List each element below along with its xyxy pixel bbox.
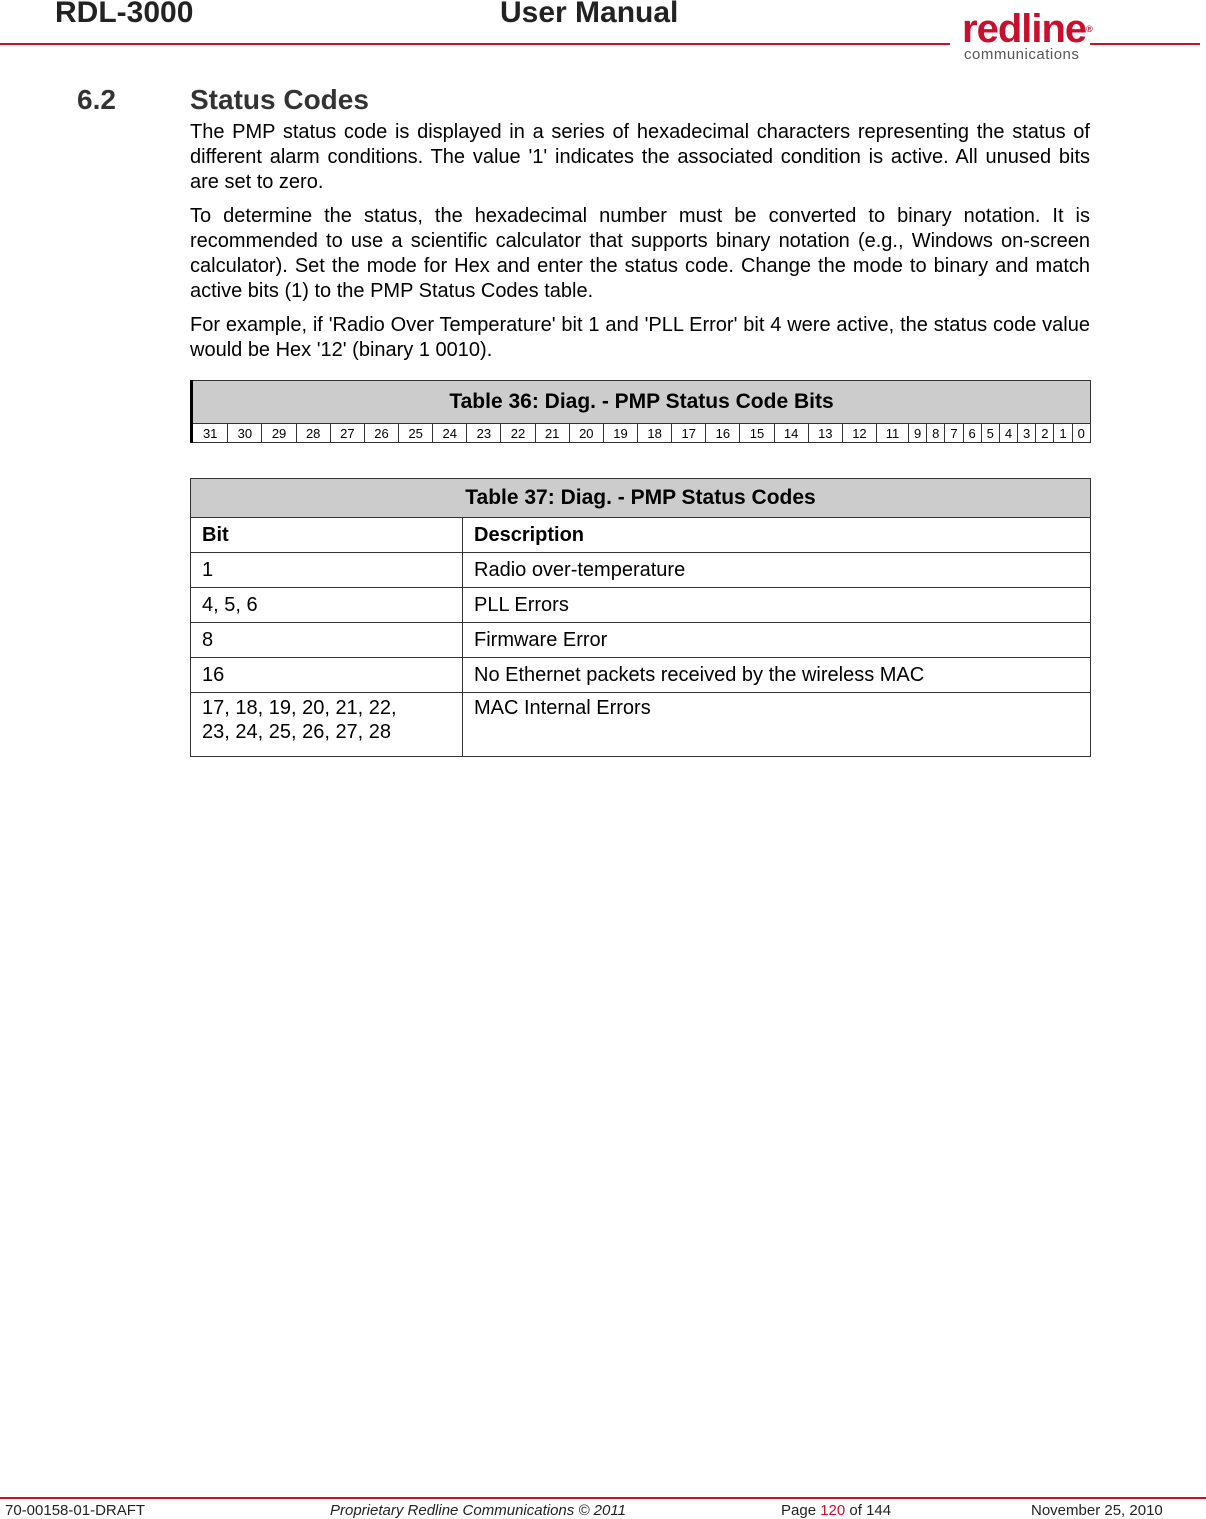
description-cell: Firmware Error bbox=[463, 623, 1091, 658]
paragraph-1: The PMP status code is displayed in a series of hexadecimal characters representing the status of different alarm conditions. The value '1' indicates the associated condition is active. All unused bits are set to zero. bbox=[190, 121, 1090, 193]
footer-doc-id: 70-00158-01-DRAFT bbox=[5, 1502, 146, 1519]
description-cell: PLL Errors bbox=[463, 588, 1091, 623]
bit-cell: 9 bbox=[909, 424, 927, 443]
redline-logo bbox=[962, 7, 1092, 63]
table-row bbox=[191, 623, 1091, 658]
bit-cell: 8 bbox=[927, 424, 945, 443]
bit-cell: 18 bbox=[638, 424, 672, 443]
description-cell: Radio over-temperature bbox=[463, 553, 1091, 588]
bit-cell: 20 bbox=[569, 424, 603, 443]
table-row bbox=[191, 693, 1091, 757]
table-37-status-codes bbox=[190, 478, 1091, 757]
bit-cell: 24 bbox=[433, 424, 467, 443]
column-header-bit: Bit bbox=[191, 518, 463, 553]
bit-cell: 30 bbox=[228, 424, 262, 443]
bit-cell: 15 bbox=[740, 424, 774, 443]
bit-cell: 1 bbox=[191, 553, 463, 588]
bit-cell: 25 bbox=[399, 424, 433, 443]
bit-cell-line-1: 17, 18, 19, 20, 21, 22, bbox=[202, 697, 397, 719]
section-title: Status Codes bbox=[190, 84, 369, 115]
logo-word: redline bbox=[962, 7, 1087, 51]
header-rule-left bbox=[0, 43, 950, 45]
body-text bbox=[190, 120, 1090, 372]
bit-cell: 7 bbox=[945, 424, 963, 443]
bit-cell: 12 bbox=[842, 424, 876, 443]
bit-cell: 16 bbox=[706, 424, 740, 443]
paragraph-3: For example, if 'Radio Over Temperature' bit 1 and 'PLL Error' bit 4 were active, the status code value would be Hex '12' (binary 1 0010). bbox=[190, 314, 1090, 361]
header-title: User Manual bbox=[500, 0, 679, 29]
table-row bbox=[191, 658, 1091, 693]
header-product: RDL-3000 bbox=[55, 0, 194, 29]
logo-sub: communications bbox=[964, 46, 1080, 63]
paragraph-2: To determine the status, the hexadecimal number must be converted to binary notation. It is recommended to use a scientific calculator that supports binary notation (e.g., Windows on-screen calculator). Set the mode for Hex and enter the status code. Change the mode to binary and match active bits (1) to the PMP Status Codes table. bbox=[190, 205, 1090, 302]
bit-cell: 21 bbox=[535, 424, 569, 443]
bit-cell: 13 bbox=[808, 424, 842, 443]
bit-cell: 4 bbox=[999, 424, 1017, 443]
column-header-description: Description bbox=[463, 518, 1091, 553]
table-36-status-code-bits bbox=[190, 380, 1091, 443]
bit-cell-line-2: 23, 24, 25, 26, 27, 28 bbox=[202, 721, 392, 743]
footer-rule bbox=[0, 1497, 1206, 1499]
bit-cell: 3 bbox=[1018, 424, 1036, 443]
bit-cell: 14 bbox=[774, 424, 808, 443]
bit-cell: 22 bbox=[501, 424, 535, 443]
table-row bbox=[191, 553, 1091, 588]
table-36-caption: Table 36: Diag. - PMP Status Code Bits bbox=[192, 381, 1091, 424]
bit-cell bbox=[191, 693, 463, 757]
table-36-bit-row bbox=[192, 424, 1091, 443]
description-cell: No Ethernet packets received by the wireless MAC bbox=[463, 658, 1091, 693]
bit-cell: 1 bbox=[1054, 424, 1072, 443]
bit-cell: 5 bbox=[981, 424, 999, 443]
bit-cell: 4, 5, 6 bbox=[191, 588, 463, 623]
registered-mark-icon: ® bbox=[1086, 24, 1092, 34]
bit-cell: 29 bbox=[262, 424, 296, 443]
bit-cell: 2 bbox=[1036, 424, 1054, 443]
bit-cell: 19 bbox=[603, 424, 637, 443]
description-cell: MAC Internal Errors bbox=[463, 693, 1091, 757]
footer-page: Page 120 of 144 bbox=[781, 1502, 892, 1519]
bit-cell: 6 bbox=[963, 424, 981, 443]
bit-cell: 26 bbox=[364, 424, 398, 443]
bit-cell: 16 bbox=[191, 658, 463, 693]
bit-cell: 0 bbox=[1072, 424, 1090, 443]
header-rule-right bbox=[1090, 43, 1200, 45]
table-row bbox=[191, 588, 1091, 623]
page-number: 120 bbox=[820, 1502, 846, 1519]
bit-cell: 8 bbox=[191, 623, 463, 658]
table-37-caption: Table 37: Diag. - PMP Status Codes bbox=[191, 479, 1091, 518]
bit-cell: 11 bbox=[877, 424, 909, 443]
bit-cell: 17 bbox=[672, 424, 706, 443]
footer-date: November 25, 2010 bbox=[1031, 1502, 1163, 1519]
footer-copyright: Proprietary Redline Communications © 2011 bbox=[330, 1502, 626, 1519]
bit-cell: 27 bbox=[330, 424, 364, 443]
bit-cell: 31 bbox=[192, 424, 228, 443]
table-header-row bbox=[191, 518, 1091, 553]
section-number: 6.2 bbox=[77, 84, 116, 115]
bit-cell: 28 bbox=[296, 424, 330, 443]
bit-cell: 23 bbox=[467, 424, 501, 443]
